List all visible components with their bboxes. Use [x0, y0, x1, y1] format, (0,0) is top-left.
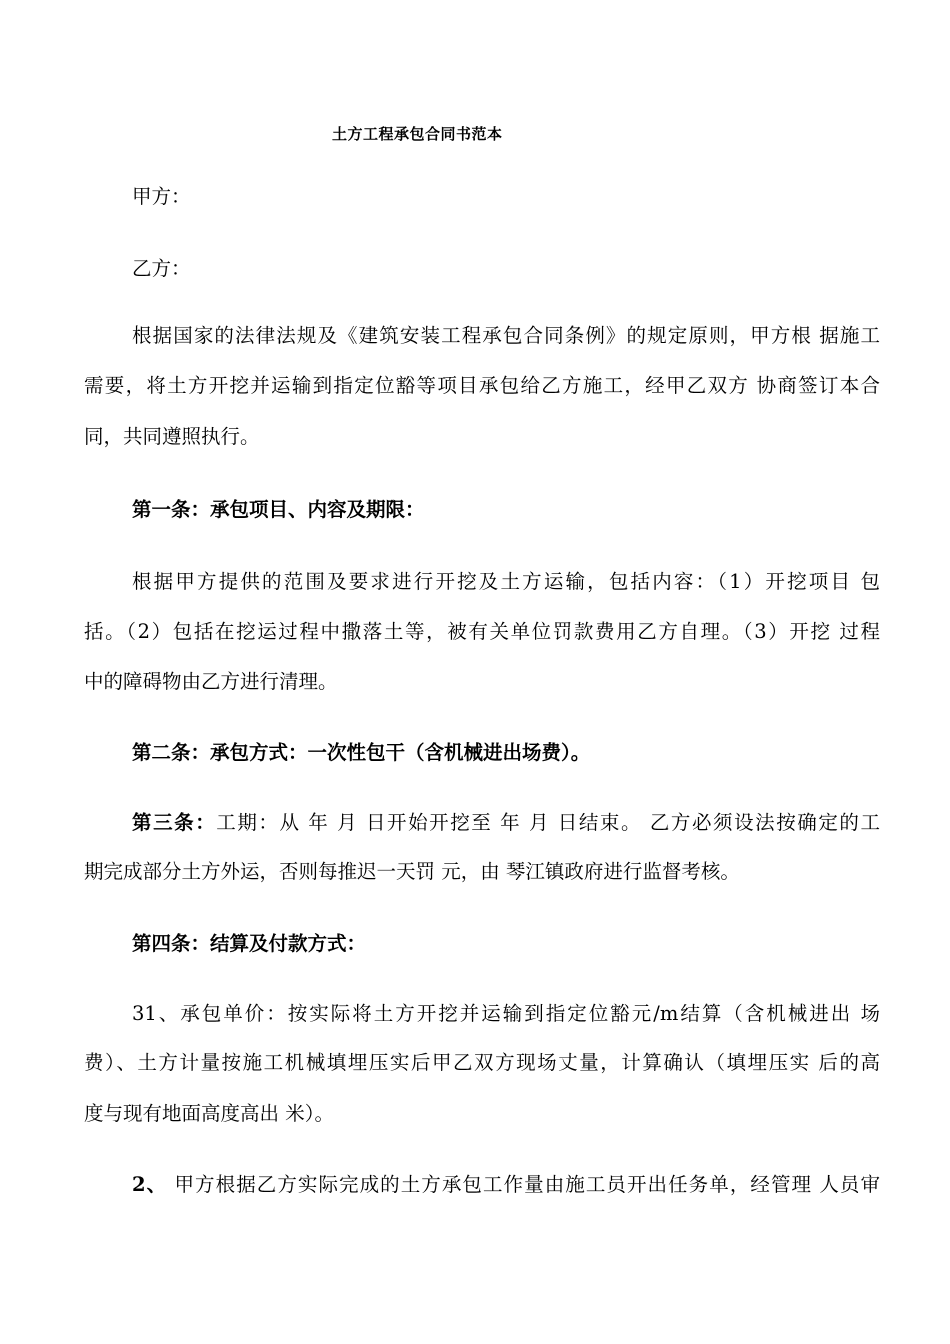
article-2-heading: 第二条：承包方式：一次性包干（含机械进出场费）。 [132, 741, 591, 764]
intro-line-1: 根据国家的法律法规及《建筑安装工程承包合同条例》的规定原则，甲方根 据施工 [132, 324, 880, 347]
article-1-paragraph-line [132, 569, 880, 595]
article-4-item-31-line-3: 度与现有地面高度高出 米）。 [84, 1102, 334, 1125]
article-3-label: 第三条： [132, 811, 217, 834]
article-1-line-2: 括。（2）包括在挖运过程中撒落土等，被有关单位罚款费用乙方自理。（3）开挖 过程 [84, 620, 880, 643]
article-3-line-2: 期完成部分土方外运，否则每推迟一天罚 元，由 琴江镇政府进行监督考核。 [84, 860, 740, 883]
article-4-heading: 第四条：结算及付款方式： [132, 932, 367, 955]
article-1-heading: 第一条：承包项目、内容及期限： [132, 498, 425, 521]
article-4-paragraph-line [84, 1050, 880, 1076]
article-4-item-31-line-2: 费）、土方计量按施工机械填埋压实后甲乙双方现场丈量，计算确认（填埋压实 后的高 [84, 1051, 880, 1074]
article-3-paragraph-line [132, 810, 880, 836]
article-4-paragraph-line [132, 1172, 880, 1198]
article-1-line-1: 根据甲方提供的范围及要求进行开挖及土方运输，包括内容：（1）开挖项目 包 [132, 570, 880, 593]
document-title: 土方工程承包合同书范本 [332, 125, 503, 143]
party-b-label: 乙方： [132, 257, 191, 280]
intro-paragraph-line [132, 323, 880, 349]
article-3-line-1 [132, 810, 880, 836]
article-4-paragraph-line [132, 1001, 880, 1027]
intro-line-2: 需要，将土方开挖并运输到指定位豁等项目承包给乙方施工，经甲乙双方 协商签订本合 [84, 374, 880, 397]
intro-line-3: 同，共同遵照执行。 [84, 425, 260, 448]
article-1-paragraph-line [84, 619, 880, 645]
party-a-label: 甲方： [132, 185, 191, 208]
article-4-item-2-label: 2、 [132, 1173, 168, 1196]
article-4-item-2-text: 甲方根据乙方实际完成的土方承包工作量由施工员开出任务单，经管理 人员审 [167, 1173, 880, 1196]
article-4-item-2-line-1 [132, 1172, 880, 1198]
article-4-item-31-line-1: 31、承包单价：按实际将土方开挖并运输到指定位豁元/m结算（含机械进出 场 [132, 1002, 880, 1025]
article-1-line-3: 中的障碍物由乙方进行清理。 [84, 670, 338, 693]
article-3-line-1-text: 工期：从 年 月 日开始开挖至 年 月 日结束。 乙方必须设法按确定的工 [216, 811, 880, 834]
intro-paragraph-line [84, 373, 880, 399]
